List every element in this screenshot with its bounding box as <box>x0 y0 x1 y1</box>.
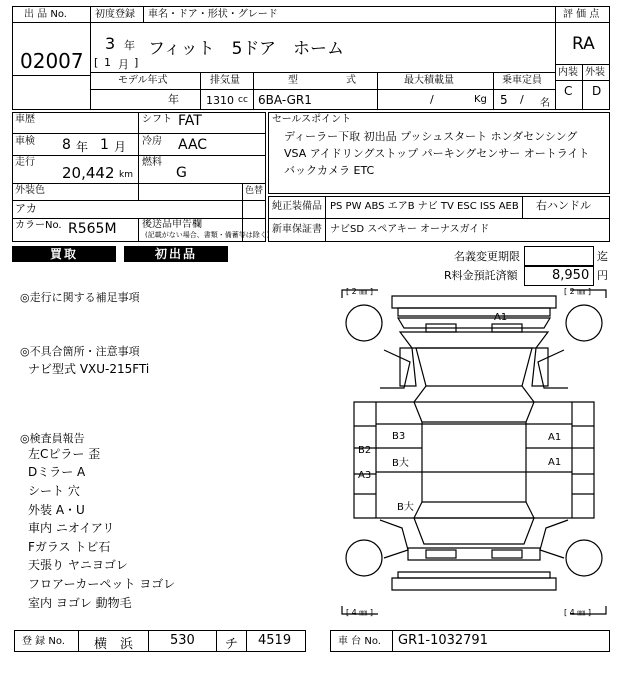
lot-number: 02007 <box>20 49 84 73</box>
driving-notes-title: ◎走行に関する補足事項 <box>20 291 140 304</box>
name-change-unit: 迄 <box>597 250 608 263</box>
purchase-badge: 買取 <box>12 246 116 262</box>
mark-right-rear-door: A1 <box>548 457 562 468</box>
mark-left-a3: A3 <box>358 470 372 481</box>
color-no-label: カラーNo. <box>15 220 62 231</box>
first-reg-label: 初度登録 <box>95 9 135 20</box>
history-label: 車歴 <box>15 114 35 125</box>
inspector-line: Dミラー A <box>28 465 86 479</box>
sales-point-line: バックカメラ ETC <box>284 164 375 177</box>
shift-value: FAT <box>178 113 202 129</box>
mileage-unit: km <box>119 170 133 180</box>
reg-number: 4519 <box>258 633 292 648</box>
inspector-line: Fガラス トビ石 <box>28 540 111 554</box>
inspector-line: 車内 ニオイアリ <box>28 521 115 535</box>
max-load-slash: / <box>430 93 434 106</box>
mark-right-front-door: A1 <box>548 432 562 443</box>
mark-roof-left: B3 <box>392 431 406 442</box>
ext-color-label: 外装色 <box>15 185 45 196</box>
warranty-items: ナビSD スペアキー オーナスガイド <box>330 224 490 235</box>
inspector-line: 外装 A・U <box>28 503 85 517</box>
first-reg-month: 1 <box>104 56 111 69</box>
model-type: 6BA-GR1 <box>258 93 312 107</box>
type-label-2: 式 <box>346 75 356 86</box>
damage-diagram <box>340 288 608 618</box>
defect-line: ナビ型式 VXU-215FTi <box>28 362 150 376</box>
mileage-value: 20,442 <box>62 164 115 182</box>
exterior-grade: D <box>592 84 602 98</box>
mark-hood: A1 <box>494 312 508 323</box>
inspection-year: 8 <box>62 137 71 153</box>
sales-points-label: セールスポイント <box>272 114 352 125</box>
car-name: フィット 5ドア ホーム <box>148 39 344 59</box>
mark-roof-left-lower: B大 <box>392 458 409 469</box>
post-delivery-label: 後送品申告欄 <box>142 219 202 230</box>
reg-label: 登 録 No. <box>22 636 65 647</box>
model-year-label: モデル年式 <box>118 75 168 86</box>
shift-label: シフト <box>142 114 172 125</box>
recycle-label: R料金預託済額 <box>444 269 518 282</box>
chassis-label: 車 台 No. <box>338 636 381 647</box>
mark-left-b2: B2 <box>358 445 372 456</box>
inspector-title: ◎検査員報告 <box>20 432 85 445</box>
car-name-label: 車名・ドア・形状・グレード <box>148 9 278 20</box>
displacement-value: 1310 <box>206 94 234 107</box>
car-outline <box>340 288 608 618</box>
tire-front-left: [ 2 ㎜ ] <box>346 287 373 296</box>
color-no-value: R565M <box>68 221 117 237</box>
model-year-unit: 年 <box>168 93 179 106</box>
ac-label: 冷房 <box>142 136 162 147</box>
reg-kana: チ <box>225 637 239 652</box>
defects-title: ◎不具合箇所・注意事項 <box>20 345 140 358</box>
inspection-month: 1 <box>100 137 109 153</box>
capacity-slash: / <box>520 93 524 106</box>
displacement-label: 排気量 <box>210 75 240 86</box>
name-change-label: 名義変更期限 <box>454 250 520 263</box>
chassis-number: GR1-1032791 <box>398 633 488 648</box>
lot-no-label: 出 品 No. <box>24 9 67 20</box>
equipment-label: 純正装備品 <box>272 201 322 212</box>
capacity-value: 5 <box>500 93 508 107</box>
tire-rear-left: [ 4 ㎜ ] <box>346 608 373 617</box>
max-load-label: 最大積載量 <box>404 75 454 86</box>
reg-region: 横 浜 <box>94 637 134 652</box>
month-unit: 月 <box>118 58 129 71</box>
reg-class: 530 <box>170 633 195 648</box>
tire-rear-right: [ 4 ㎜ ] <box>564 608 591 617</box>
mark-rear-quarter: B大 <box>397 502 414 513</box>
fuel-value: G <box>176 165 187 181</box>
exterior-label: 外装 <box>585 67 605 78</box>
interior-grade: C <box>564 84 573 98</box>
capacity-unit: 名 <box>540 98 550 109</box>
sales-point-line: VSA アイドリングストップ パーキングセンサー オートライト <box>284 147 590 160</box>
inspector-line: フロアーカーペット ヨゴレ <box>28 577 176 591</box>
tire-front-right: [ 2 ㎜ ] <box>564 287 591 296</box>
inspector-line: 天張り ヤニヨゴレ <box>28 558 128 572</box>
color-change-label: 色替 <box>245 186 264 196</box>
interior-label: 内装 <box>558 67 578 78</box>
inspector-line: 左Cピラー 歪 <box>28 447 101 461</box>
inspection-month-unit: 月 <box>114 140 127 154</box>
warranty-label: 新車保証書 <box>272 224 322 235</box>
recycle-unit: 円 <box>597 269 608 282</box>
month-bracket: [ <box>94 56 99 69</box>
capacity-label: 乗車定員 <box>502 75 542 86</box>
recycle-amount: 8,950 <box>552 268 590 283</box>
displacement-unit: cc <box>238 95 248 105</box>
ac-value: AAC <box>178 137 208 153</box>
max-load-unit: Kg <box>474 94 487 105</box>
equipment-items: PS PW ABS エアB ナビ TV ESC ISS AEB <box>330 201 519 212</box>
inspection-label: 車検 <box>15 136 35 147</box>
first-listing-badge: 初出品 <box>124 246 228 262</box>
fuel-label: 燃料 <box>142 157 162 168</box>
score-label: 評 価 点 <box>563 9 600 20</box>
steering-value: 右ハンドル <box>536 199 591 212</box>
name-change-box <box>524 246 594 266</box>
sales-point-line: ディーラー下取 初出品 プッシュスタート ホンダセンシング <box>284 130 578 143</box>
mileage-label: 走行 <box>15 157 35 168</box>
post-delivery-note: (記載がない場合、書類・備蓄等は除く) <box>145 231 270 239</box>
inspector-line: シート 穴 <box>28 484 80 498</box>
first-reg-year: 3 <box>105 34 116 53</box>
score-value: RA <box>572 34 595 54</box>
month-bracket-close: ] <box>134 56 139 69</box>
inspector-line: 室内 ヨゴレ 動物毛 <box>28 596 132 610</box>
ext-color-value: アカ <box>15 202 37 215</box>
inspection-year-unit: 年 <box>76 140 89 154</box>
type-label-1: 型 <box>288 75 298 86</box>
year-unit: 年 <box>124 39 135 52</box>
